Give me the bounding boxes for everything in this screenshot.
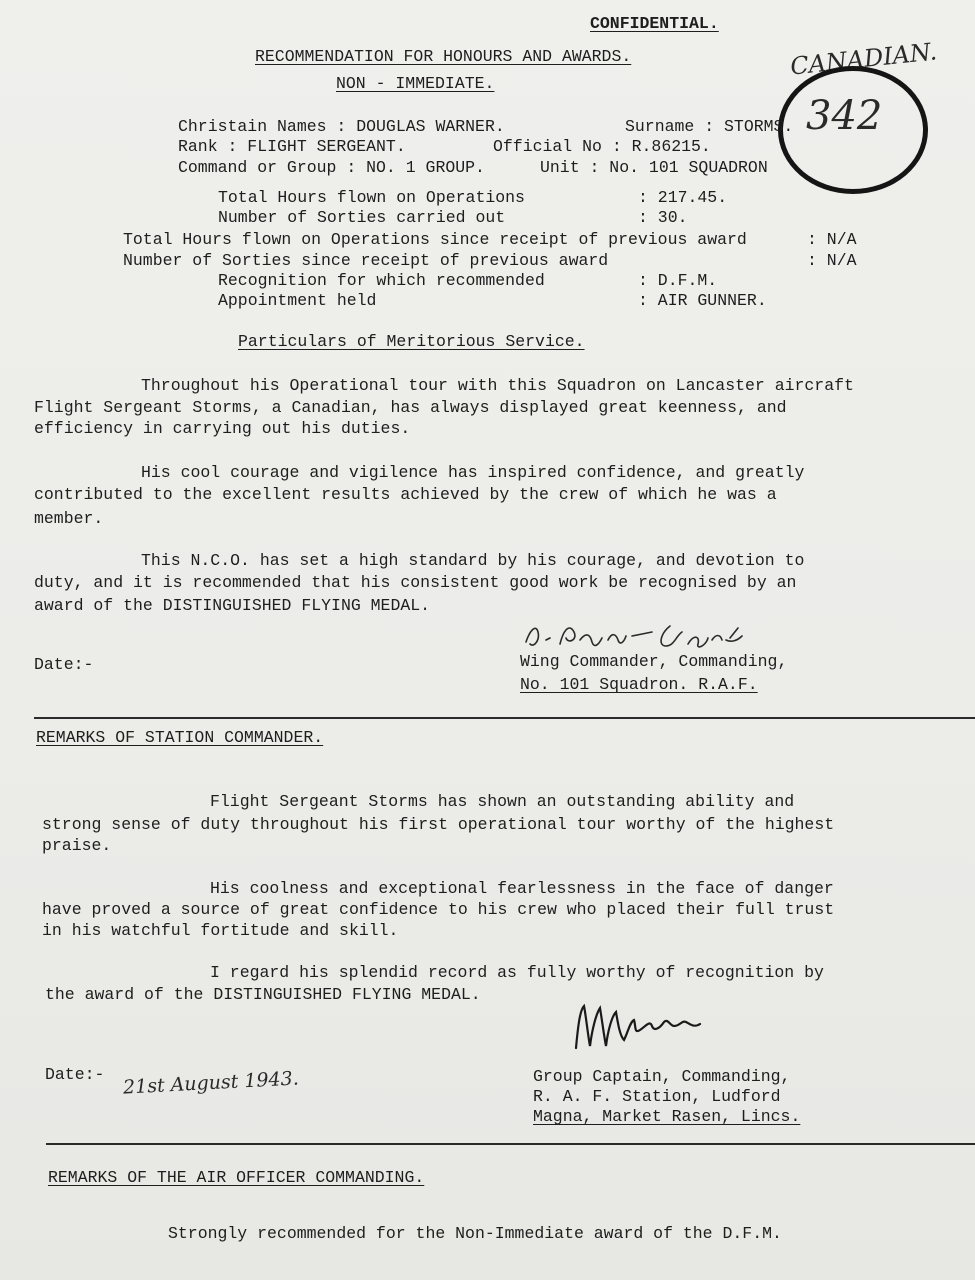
station-remarks-line: praise. xyxy=(42,836,112,855)
appointment-label: Appointment held xyxy=(218,291,377,310)
particulars-line: award of the DISTINGUISHED FLYING MEDAL. xyxy=(34,596,431,615)
surname-field: Surname : STORMS. xyxy=(625,117,794,136)
rank-field: Rank : FLIGHT SERGEANT. xyxy=(178,137,406,156)
particulars-line: member. xyxy=(34,509,104,528)
aoc-remark: Strongly recommended for the Non-Immediate award of the D.F.M. xyxy=(168,1224,782,1243)
section-divider xyxy=(34,717,975,719)
aoc-heading: REMARKS OF THE AIR OFFICER COMMANDING. xyxy=(48,1168,425,1187)
particulars-line: efficiency in carrying out his duties. xyxy=(34,419,411,438)
station-remarks-line: the award of the DISTINGUISHED FLYING MEDAL. xyxy=(45,985,481,1004)
particulars-line: duty, and it is recommended that his consistent good work be recognised by an xyxy=(34,573,797,592)
station-remarks-line: in his watchful fortitude and skill. xyxy=(42,921,399,940)
command-field: Command or Group : NO. 1 GROUP. xyxy=(178,158,485,177)
group-captain-location: Magna, Market Rasen, Lincs. xyxy=(533,1107,801,1126)
stamp-number: 342 xyxy=(806,93,883,139)
unit-field: Unit : No. 101 SQUADRON xyxy=(540,158,768,177)
particulars-line: Throughout his Operational tour with this Squadron on Lancaster aircraft xyxy=(141,376,854,395)
wing-commander-signature xyxy=(520,618,760,654)
group-captain-station: R. A. F. Station, Ludford xyxy=(533,1087,781,1106)
recognition-label: Recognition for which recommended xyxy=(218,271,545,290)
station-remarks-line: Flight Sergeant Storms has shown an outstanding ability and xyxy=(210,792,795,811)
total-hours-label: Total Hours flown on Operations xyxy=(218,188,525,207)
christian-names-field: Christain Names : DOUGLAS WARNER. xyxy=(178,117,505,136)
classification-label: CONFIDENTIAL. xyxy=(590,14,719,33)
particulars-date-label: Date:- xyxy=(34,655,94,674)
appointment-value: : AIR GUNNER. xyxy=(638,291,767,310)
hours-since-value: : N/A xyxy=(807,230,857,249)
total-hours-value: : 217.45. xyxy=(638,188,728,207)
station-remarks-line: His coolness and exceptional fearlessness in the face of danger xyxy=(210,879,834,898)
station-date-label: Date:- xyxy=(45,1065,105,1084)
section-divider xyxy=(46,1143,975,1145)
particulars-heading: Particulars of Meritorious Service. xyxy=(238,332,585,351)
document-title: RECOMMENDATION FOR HONOURS AND AWARDS. xyxy=(255,47,632,66)
document-subtitle: NON - IMMEDIATE. xyxy=(336,74,495,93)
particulars-line: His cool courage and vigilence has inspired confidence, and greatly xyxy=(141,463,805,482)
station-commander-heading: REMARKS OF STATION COMMANDER. xyxy=(36,728,324,747)
particulars-line: Flight Sergeant Storms, a Canadian, has always displayed great keenness, and xyxy=(34,398,787,417)
hours-since-label: Total Hours flown on Operations since receipt of previous award xyxy=(123,230,747,249)
sorties-value: : 30. xyxy=(638,208,688,227)
particulars-line: contributed to the excellent results achieved by the crew of which he was a xyxy=(34,485,777,504)
recognition-value: : D.F.M. xyxy=(638,271,718,290)
wing-commander-title: Wing Commander, Commanding, xyxy=(520,652,788,671)
sorties-since-value: : N/A xyxy=(807,251,857,270)
official-no-field: Official No : R.86215. xyxy=(493,137,711,156)
sorties-since-label: Number of Sorties since receipt of previous award xyxy=(123,251,609,270)
station-date-value: 21st August 1943. xyxy=(122,1067,300,1099)
group-captain-title: Group Captain, Commanding, xyxy=(533,1067,791,1086)
particulars-line: This N.C.O. has set a high standard by his courage, and devotion to xyxy=(141,551,805,570)
station-remarks-line: have proved a source of great confidence to his crew who placed their full trust xyxy=(42,900,835,919)
sorties-label: Number of Sorties carried out xyxy=(218,208,506,227)
station-remarks-line: I regard his splendid record as fully worthy of recognition by xyxy=(210,963,824,982)
station-remarks-line: strong sense of duty throughout his first operational tour worthy of the highest xyxy=(42,815,835,834)
wing-commander-unit: No. 101 Squadron. R.A.F. xyxy=(520,675,758,694)
group-captain-signature xyxy=(570,996,720,1056)
stamp-note: CANADIAN. xyxy=(788,37,939,81)
